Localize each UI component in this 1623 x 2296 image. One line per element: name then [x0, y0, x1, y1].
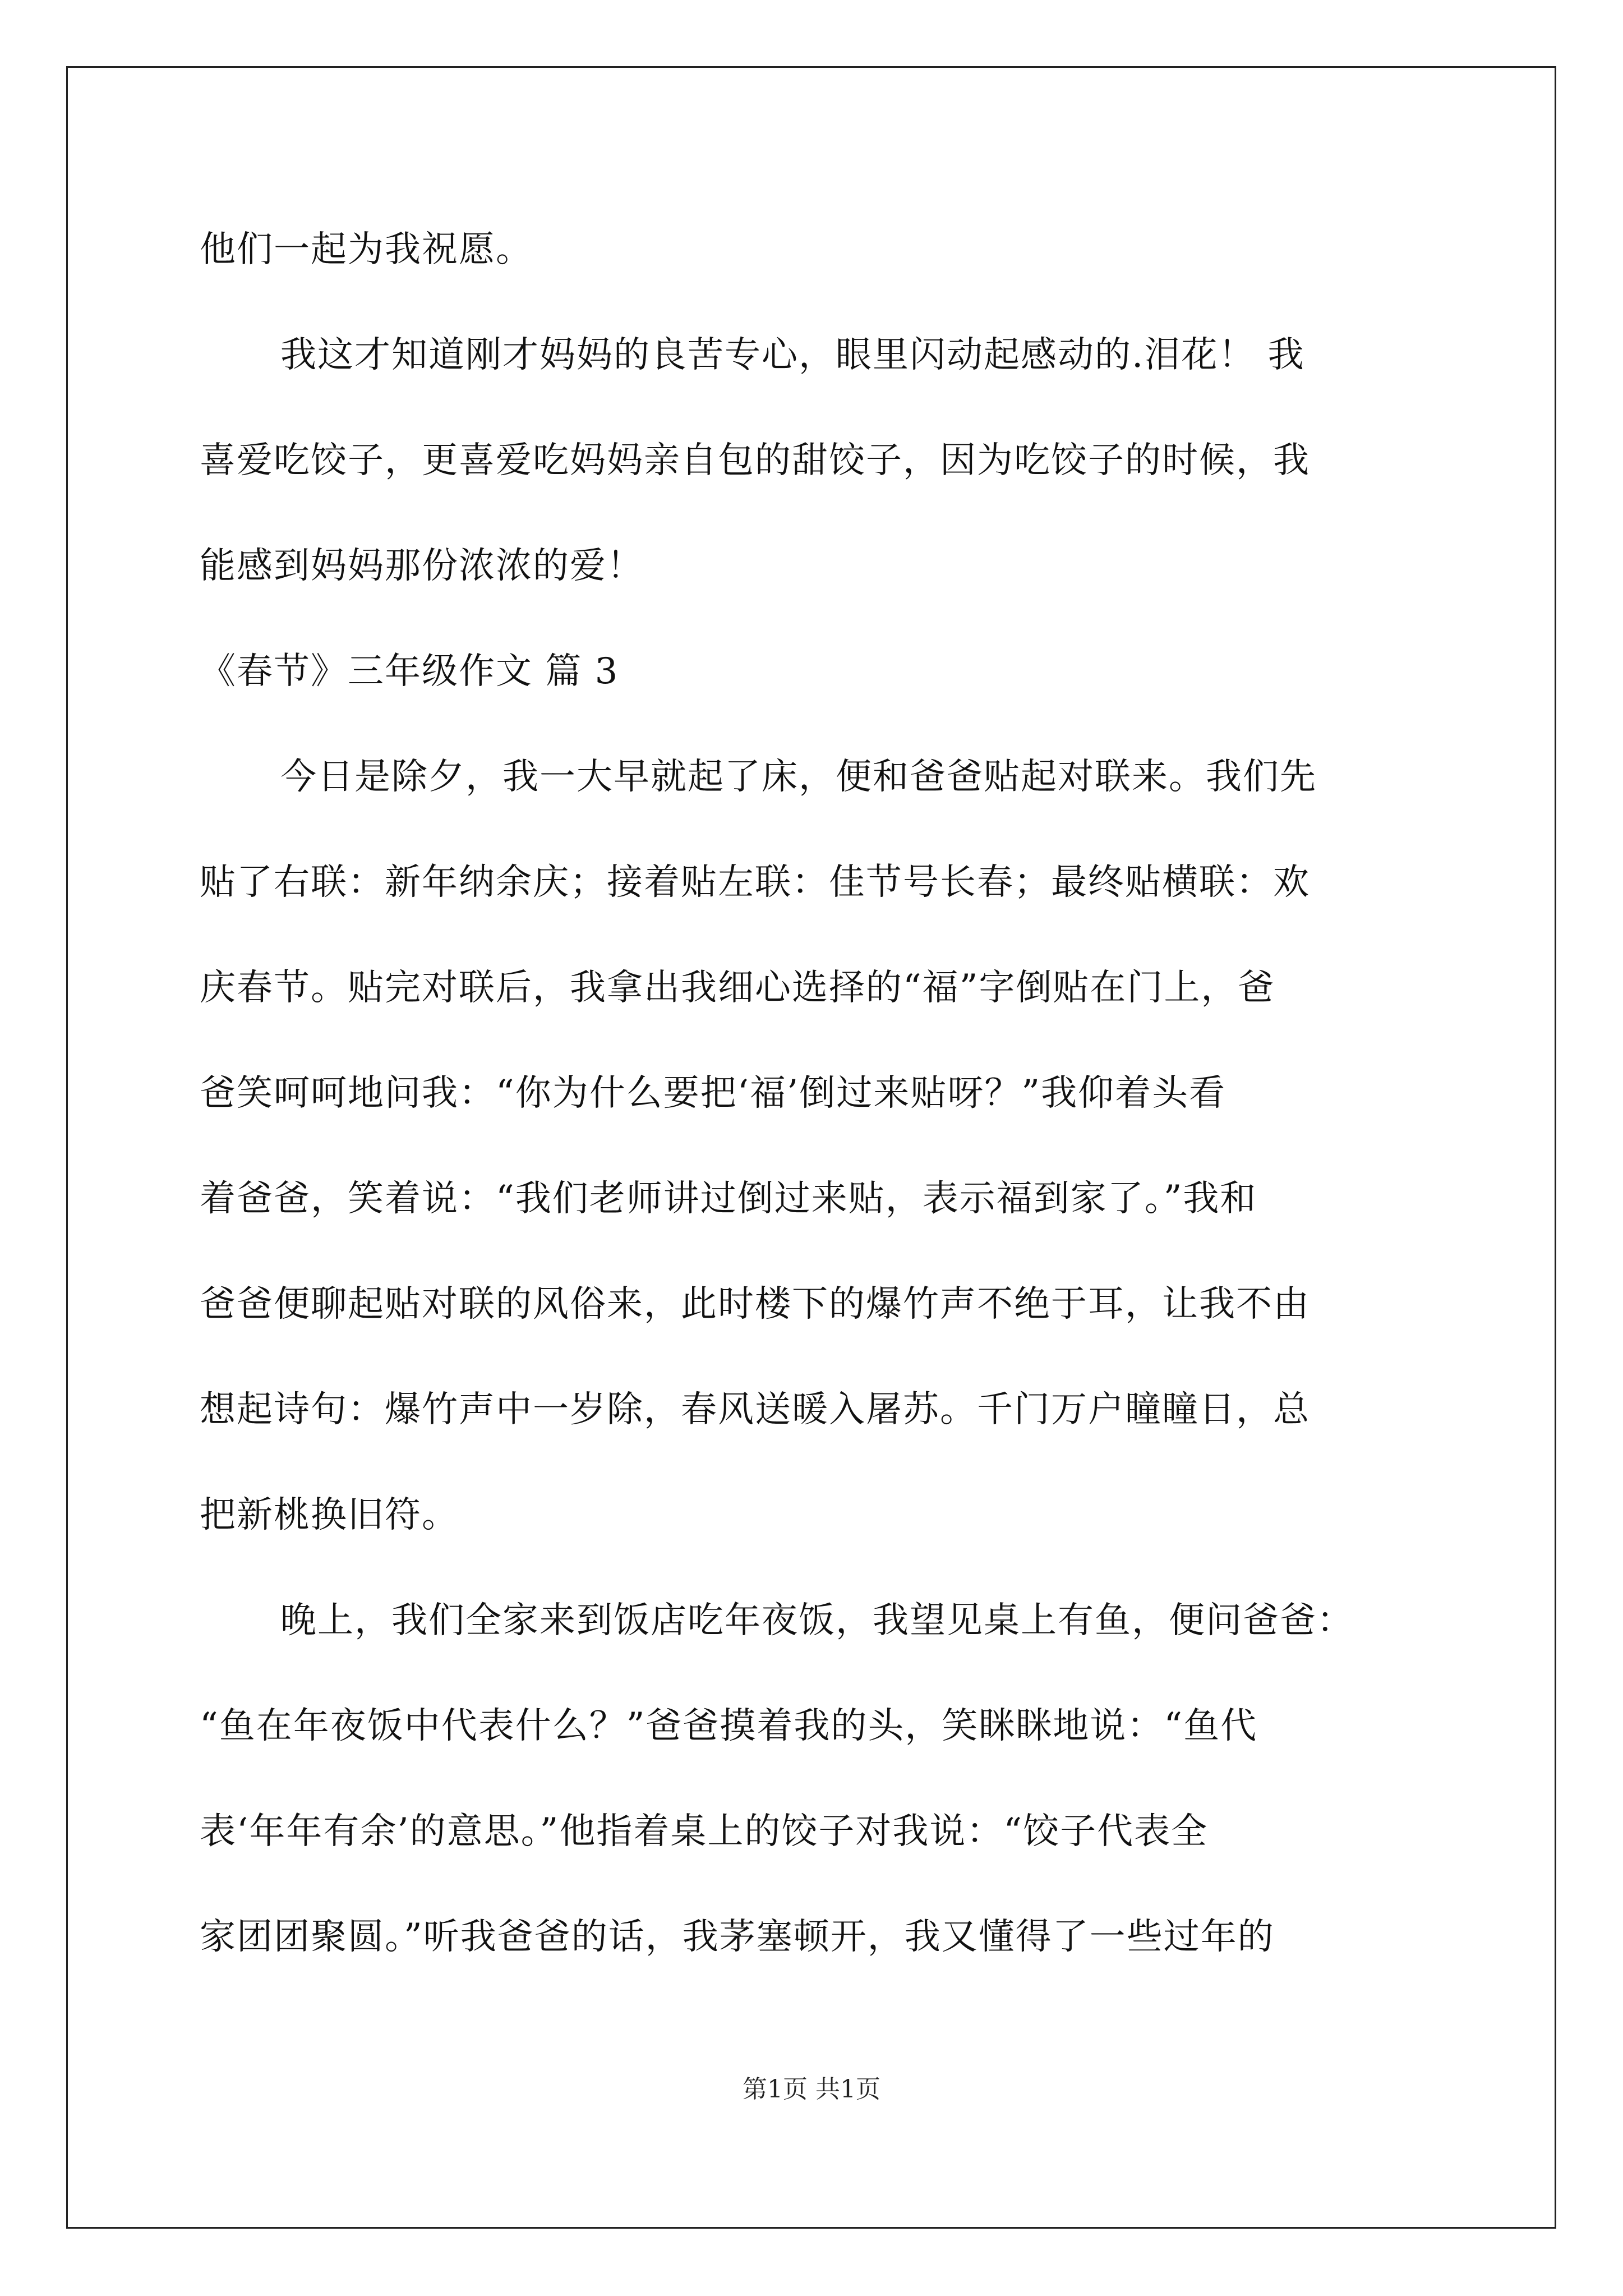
text-line-12: 想起诗句：爆竹声中一岁除，春风送暖入屠苏。千门万户瞳瞳日，总 [200, 1389, 1310, 1430]
text-line-6: 今日是除夕，我一大早就起了床，便和爸爸贴起对联来。我们先 [280, 756, 1317, 798]
text-line-9: 爸笑呵呵地问我：“你为什么要把‘福’倒过来贴呀？”我仰着头看 [200, 1073, 1227, 1114]
section-heading: 《春节》三年级作文 篇 3 [200, 651, 619, 692]
text-line-11: 爸爸便聊起贴对联的风俗来，此时楼下的爆竹声不绝于耳，让我不由 [200, 1283, 1310, 1325]
text-line-17: 家团团聚圆。”听我爸爸的话，我茅塞顿开，我又懂得了一些过年的 [200, 1916, 1275, 1958]
page-footer: 第1页 共1页 [743, 2075, 880, 2104]
text-line-7: 贴了右联：新年纳余庆；接着贴左联：佳节号长春；最终贴横联：欢 [200, 862, 1310, 903]
text-line-14: 晚上，我们全家来到饭店吃年夜饭，我望见桌上有鱼，便问爸爸： [280, 1600, 1354, 1641]
text-line-1: 他们一起为我祝愿。 [200, 229, 533, 270]
text-line-2: 我这才知道刚才妈妈的良苦专心，眼里闪动起感动的.泪花！ 我 [280, 334, 1305, 376]
text-line-3: 喜爱吃饺子，更喜爱吃妈妈亲自包的甜饺子，因为吃饺子的时候，我 [200, 440, 1310, 481]
text-line-4: 能感到妈妈那份浓浓的爱！ [200, 545, 644, 587]
text-line-8: 庆春节。贴完对联后，我拿出我细心选择的“福”字倒贴在门上，爸 [200, 967, 1275, 1009]
text-line-15: “鱼在年夜饭中代表什么？”爸爸摸着我的头，笑眯眯地说：“鱼代 [200, 1705, 1258, 1747]
text-line-16: 表‘年年有余’的意思。”他指着桌上的饺子对我说：“饺子代表全 [200, 1811, 1209, 1852]
page-frame [66, 66, 1556, 2229]
text-line-10: 着爸爸，笑着说：“我们老师讲过倒过来贴，表示福到家了。”我和 [200, 1178, 1257, 1220]
text-line-13: 把新桃换旧符。 [200, 1494, 459, 1536]
